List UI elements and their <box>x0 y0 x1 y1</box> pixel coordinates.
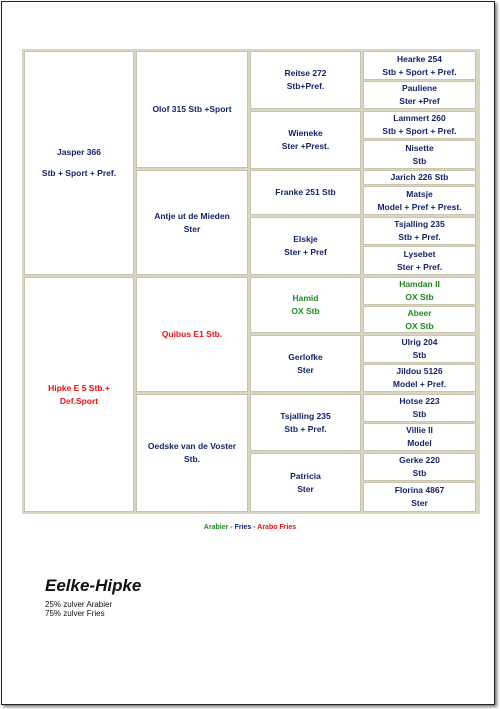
horse-titles: Stb + Sport + Pref. <box>382 126 457 136</box>
legend-fries: Fries <box>234 524 252 531</box>
pedigree-sire-sire <box>136 51 248 168</box>
horse-name: Gerke 220 <box>399 455 440 465</box>
horse-name: Florina 4867 <box>394 485 445 495</box>
pedigree-gen3-8 <box>250 453 361 512</box>
horse-name: Franke 251 Stb <box>275 187 336 197</box>
horse-name: Hotse 223 <box>399 396 440 406</box>
pedigree-gen3-3 <box>250 170 361 215</box>
pedigree-gen4-12 <box>363 364 476 392</box>
horse-titles: Ster + Pref. <box>396 261 443 272</box>
blood-percentage-arabier: 25% zulver Arabier <box>45 600 113 609</box>
horse-titles: Ster +Prest. <box>281 141 330 151</box>
horse-name: Hearke 254 <box>397 53 442 64</box>
pedigree-gen4-14 <box>363 423 476 451</box>
horse-titles: Ster +Pref <box>399 96 440 106</box>
legend-separator: - <box>253 524 256 531</box>
horse-name: Matsje <box>406 188 433 199</box>
pedigree-sire-dam <box>136 170 248 275</box>
horse-name: Tsjalling 235 <box>394 219 445 229</box>
pedigree-gen4-16 <box>363 482 476 512</box>
blood-percentage-fries: 75% zulver Fries <box>45 609 105 618</box>
horse-name: Ulrig 204 <box>401 337 438 347</box>
horse-name: Jasper 366 <box>57 147 101 157</box>
horse-titles: OX Stb <box>405 292 434 302</box>
pedigree-gen3-4 <box>250 217 361 275</box>
horse-titles: Stb <box>412 350 427 360</box>
pedigree-gen4-5 <box>363 170 476 185</box>
horse-titles: Stb+Pref. <box>286 81 325 91</box>
horse-name: Oedske van de Voster <box>147 441 237 451</box>
horse-titles: Stb <box>412 409 427 419</box>
horse-name: Patricia <box>290 470 321 481</box>
horse-name: Hipke E 5 Stb.+ <box>48 382 110 393</box>
horse-titles: Stb <box>412 468 427 478</box>
pedigree-gen4-9 <box>363 277 476 305</box>
horse-name: Tsjalling 235 <box>280 410 331 421</box>
horse-name: Wieneke <box>288 128 323 138</box>
legend-separator: - <box>230 524 233 531</box>
pedigree-table <box>22 49 480 514</box>
horse-name: Lysebet <box>403 248 436 259</box>
horse-titles: Stb + Pref. <box>398 232 441 242</box>
horse-name: Hamdan II <box>399 279 440 289</box>
horse-name: Gerlofke <box>288 351 323 362</box>
pedigree-gen4-11 <box>363 335 476 363</box>
pedigree-gen4-1 <box>363 51 476 80</box>
horse-titles: Def.Sport <box>59 395 99 406</box>
pedigree-dam-dam <box>136 394 248 512</box>
horse-name: Nisette <box>405 142 434 153</box>
horse-titles: Ster <box>411 498 428 508</box>
horse-name: Lammert 260 <box>393 113 446 123</box>
horse-titles: Model + Pref + Prest. <box>377 201 462 212</box>
pedigree-gen4-8 <box>363 246 476 275</box>
pedigree-gen4-13 <box>363 394 476 422</box>
horse-titles: Stb + Pref. <box>284 423 327 434</box>
pedigree-gen3-7 <box>250 394 361 451</box>
horse-name: Jildou 5126 <box>396 366 443 376</box>
horse-name: Quibus E1 Stb. <box>161 329 223 339</box>
horse-titles: Ster + Pref <box>284 247 327 257</box>
horse-titles: OX Stb <box>291 306 320 316</box>
pedigree-gen4-3 <box>363 111 476 139</box>
horse-titles: Stb. <box>183 454 201 464</box>
horse-name: Reitse 272 <box>284 68 327 78</box>
pedigree-gen4-2 <box>363 81 476 109</box>
pedigree-dam-sire <box>136 277 248 392</box>
horse-titles: Model + Pref. <box>392 379 447 389</box>
legend-arabier: Arabier <box>203 524 229 531</box>
horse-titles: Ster <box>297 364 314 375</box>
horse-titles: Stb <box>412 155 427 166</box>
horse-titles: Model <box>407 438 432 448</box>
horse-name: Olof 315 Stb +Sport <box>152 104 232 114</box>
legend-arabo-fries: Arabo Fries <box>257 524 297 531</box>
horse-name: Villie II <box>406 425 433 435</box>
pedigree-gen4-10 <box>363 306 476 333</box>
pedigree-gen4-4 <box>363 140 476 169</box>
horse-titles: OX Stb <box>405 320 434 331</box>
pedigree-gen4-7 <box>363 217 476 245</box>
horse-name: Elskje <box>293 234 318 244</box>
horse-titles: Stb + Sport + Pref. <box>41 168 117 178</box>
horse-titles: Stb + Sport + Pref. <box>382 66 457 77</box>
pedigree-dam <box>24 277 134 512</box>
horse-name: Hamid <box>292 293 319 303</box>
pedigree-gen3-5 <box>250 277 361 333</box>
horse-name: Pauliene <box>402 83 437 93</box>
horse-name-title: Eelke-Hipke <box>45 576 142 595</box>
pedigree-gen3-2 <box>250 111 361 169</box>
pedigree-gen3-1 <box>250 51 361 109</box>
breed-color-legend <box>0 524 500 531</box>
pedigree-gen3-6 <box>250 335 361 392</box>
pedigree-gen4-15 <box>363 453 476 481</box>
horse-titles: Ster <box>183 223 201 234</box>
horse-name: Abeer <box>407 307 432 318</box>
pedigree-sire <box>24 51 134 275</box>
horse-name: Antje ut de Mieden <box>154 210 230 221</box>
horse-name: Jarich 226 Stb <box>390 172 449 182</box>
pedigree-gen4-6 <box>363 186 476 215</box>
horse-titles: Ster <box>297 483 314 494</box>
